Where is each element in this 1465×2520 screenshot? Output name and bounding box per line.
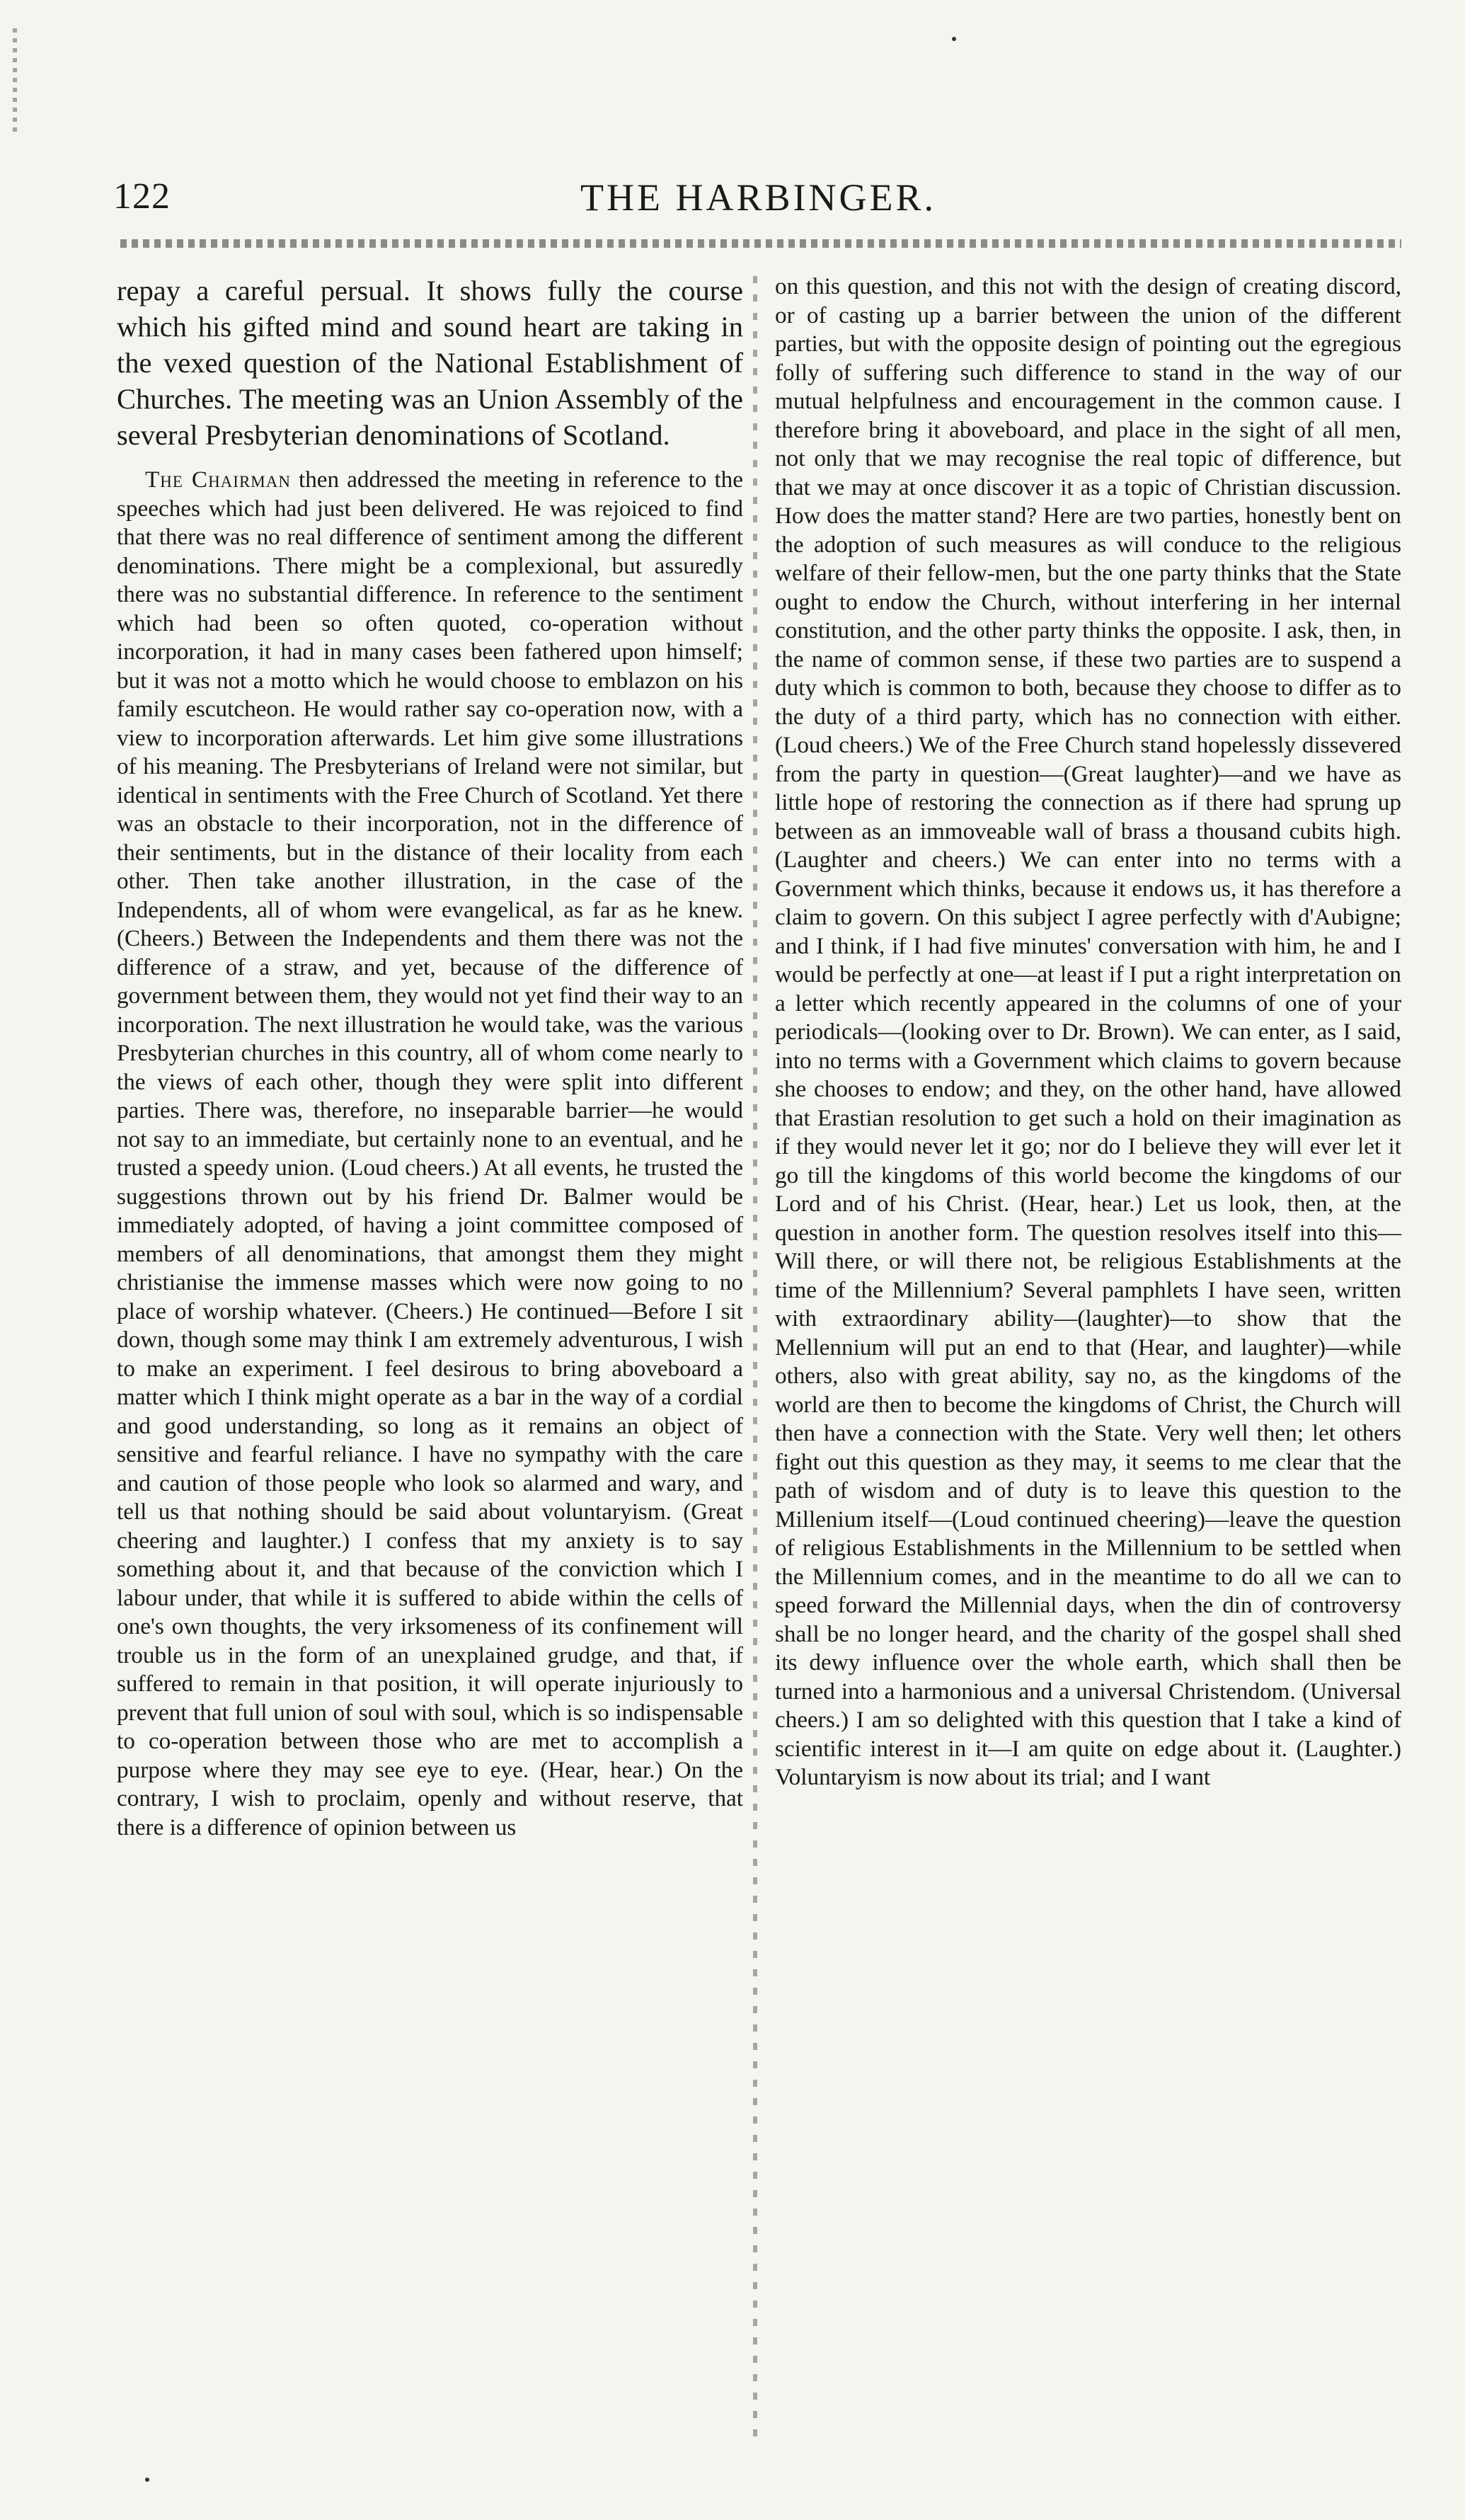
right-column [775, 273, 1401, 1792]
chairman-speech [117, 466, 743, 1842]
left-body-text: then addressed the meeting in reference to the speeches which had just been delivered. He was rejoiced to find that there was no real difference of sentiment among the different denominations. There might be a complexional, but assuredly there was no substantial difference. In reference to the sentiment which had been so often quoted, co-operation without incorporation, it had in many cases been fathered upon himself; but it was not a motto which he would choose to emblazon on his family escutcheon. He would rather say co-operation now, with a view to incorporation afterwards. Let him give some illustrations of his meaning. The Presbyterians of Ireland were not similar, but identical in sentiments with the Free Church of Scotland. Yet there was an obstacle to their incorporation, not in the difference of their sentiments, but in the distance of their locality from each other. Then take another illustration, in the case of the Independents, all of whom were evangelical, as far as he knew. (Cheers.) Between the Independents and them there was not the difference of a straw, and yet, because of the difference of government between them, they would not yet find their way to an incorporation. The next illustration he would take, was the various Presbyterian churches in this country, all of whom come nearly to the views of each other, though they were split into different parties. There was, therefore, no inseparable barrier—he would not say to an immediate, but certainly none to an eventual, and he trusted a speedy union. (Loud cheers.) At all events, he trusted the suggestions thrown out by his friend Dr. Balmer would be immediately adopted, of having a joint committee composed of members of all denominations, that amongst them they might christianise the immense masses which were now going to no place of worship whatever. (Cheers.) He continued—Before I sit down, though some may think I am extremely adventurous, I wish to make an experiment. I feel desirous to bring aboveboard a matter which I think might operate as a bar in the way of a cordial and good understanding, so long as it remains an object of sensitive and fearful reliance. I have no sympathy with the care and caution of those people who look so alarmed and wary, and tell us that nothing should be said about voluntaryism. (Great cheering and laughter.) I confess that my anxiety is to say something about it, and that because of the conviction which I labour under, that while it is suffered to abide within the cells of one's own thoughts, the very irksomeness of its confinement will trouble us in the form of an unexplained grudge, and that, if suffered to remain in that position, it will operate injuriously to prevent that full union of soul with soul, which is so indispensable to co-operation between those who are met to accomplish a purpose where they may see eye to eye. (Hear, hear.) On the contrary, I wish to proclaim, openly and without reserve, that there is a difference of opinion between us [117, 466, 744, 1840]
page-number: 122 [113, 176, 171, 217]
speck [145, 2478, 149, 2482]
right-body-text: on this question, and this not with the design of creating discord, or of casting up a barrier between the union of the different parties, but with the opposite design of pointing out the egregious folly of suffering such difference to stand in the way of our mutual helpfulness and encouragement in the common cause. I therefore bring it aboveboard, and place in the sight of all men, not only that we may recognise the real topic of difference, but that we may at once discover it as a topic of Christian discussion. How does the matter stand? Here are two parties, honestly bent on the adoption of such measures as will conduce to the religious welfare of their fellow-men, but the one party thinks that the State ought to endow the Church, without interfering in her internal constitution, and the other party thinks the opposite. I ask, then, in the name of common sense, if these two parties are to suspend a duty which is common to both, because they choose to differ as to the duty of a third party, which has no connection with either. (Loud cheers.) We of the Free Church stand hopelessly dissevered from the party in question—(Great laughter)—and we have as little hope of restoring the connection as if there had sprung up between as an immoveable wall of brass a thousand cubits high. (Laughter and cheers.) We can enter into no terms with a Government which thinks, because it endows us, it has therefore a claim to govern. On this subject I agree perfectly with d'Aubigne; and I think, if I had five minutes' conversation with him, he and I would be perfectly at one—at least if I put a right interpretation on a letter which recently appeared in the columns of one of your periodicals—(looking over to Dr. Brown). We can enter, as I said, into no terms with a Government which claims to govern because she chooses to endow; and they, on the other hand, have allowed that Erastian resolution to get such a hold on their imagination as if they would never let it go; nor do I believe they will ever let it go till the kingdoms of this world become the kingdoms of our Lord and of his Christ. (Hear, hear.) Let us look, then, at the question in another form. The question resolves itself into this—Will there, or will there not, be religious Establishments at the time of the Millennium? Several pamphlets I have seen, written with extraordinary ability—(laughter)—to show that the Mellennium will put an end to that (Hear, and laughter)—while others, also with great ability, say no, as the kingdoms of the world are then to become the kingdoms of Christ, the Church will then have a connection with the State. Very well then; let others fight out this question as they may, it seems to me clear that the path of wisdom and of duty is to leave this question to the Millenium itself—(Loud continued cheering)—leave the question of religious Establishments in the Millennium to be settled when the Millennium comes, and in the meantime to do all we can to speed forward the Millennial days, when the din of controversy shall be no longer heard, and the charity of the gospel shall shed its dewy influence over the whole earth, which shall then be turned into a harmonious and a universal Christendom. (Universal cheers.) I am so delighted with this question that I take a kind of scientific interest in it—I am quite on edge about it. (Laughter.) Voluntaryism is now about its trial; and I want [775, 273, 1401, 1790]
column-divider [753, 276, 757, 2442]
speck [952, 37, 956, 41]
margin-marks [13, 28, 17, 134]
intro-paragraph: repay a careful persual. It shows fully the course which his gifted mind and sound heart are taking in the vexed question of the National Establishment of Churches. The meeting was an Union Assembly of the several Presbyterian denominations of Scotland. [117, 275, 743, 451]
header-rule [120, 239, 1401, 248]
speaker-name: The Chairman [145, 466, 291, 493]
running-title: THE HARBINGER. [580, 176, 936, 219]
page-header [113, 176, 1408, 225]
left-column [117, 273, 743, 1842]
